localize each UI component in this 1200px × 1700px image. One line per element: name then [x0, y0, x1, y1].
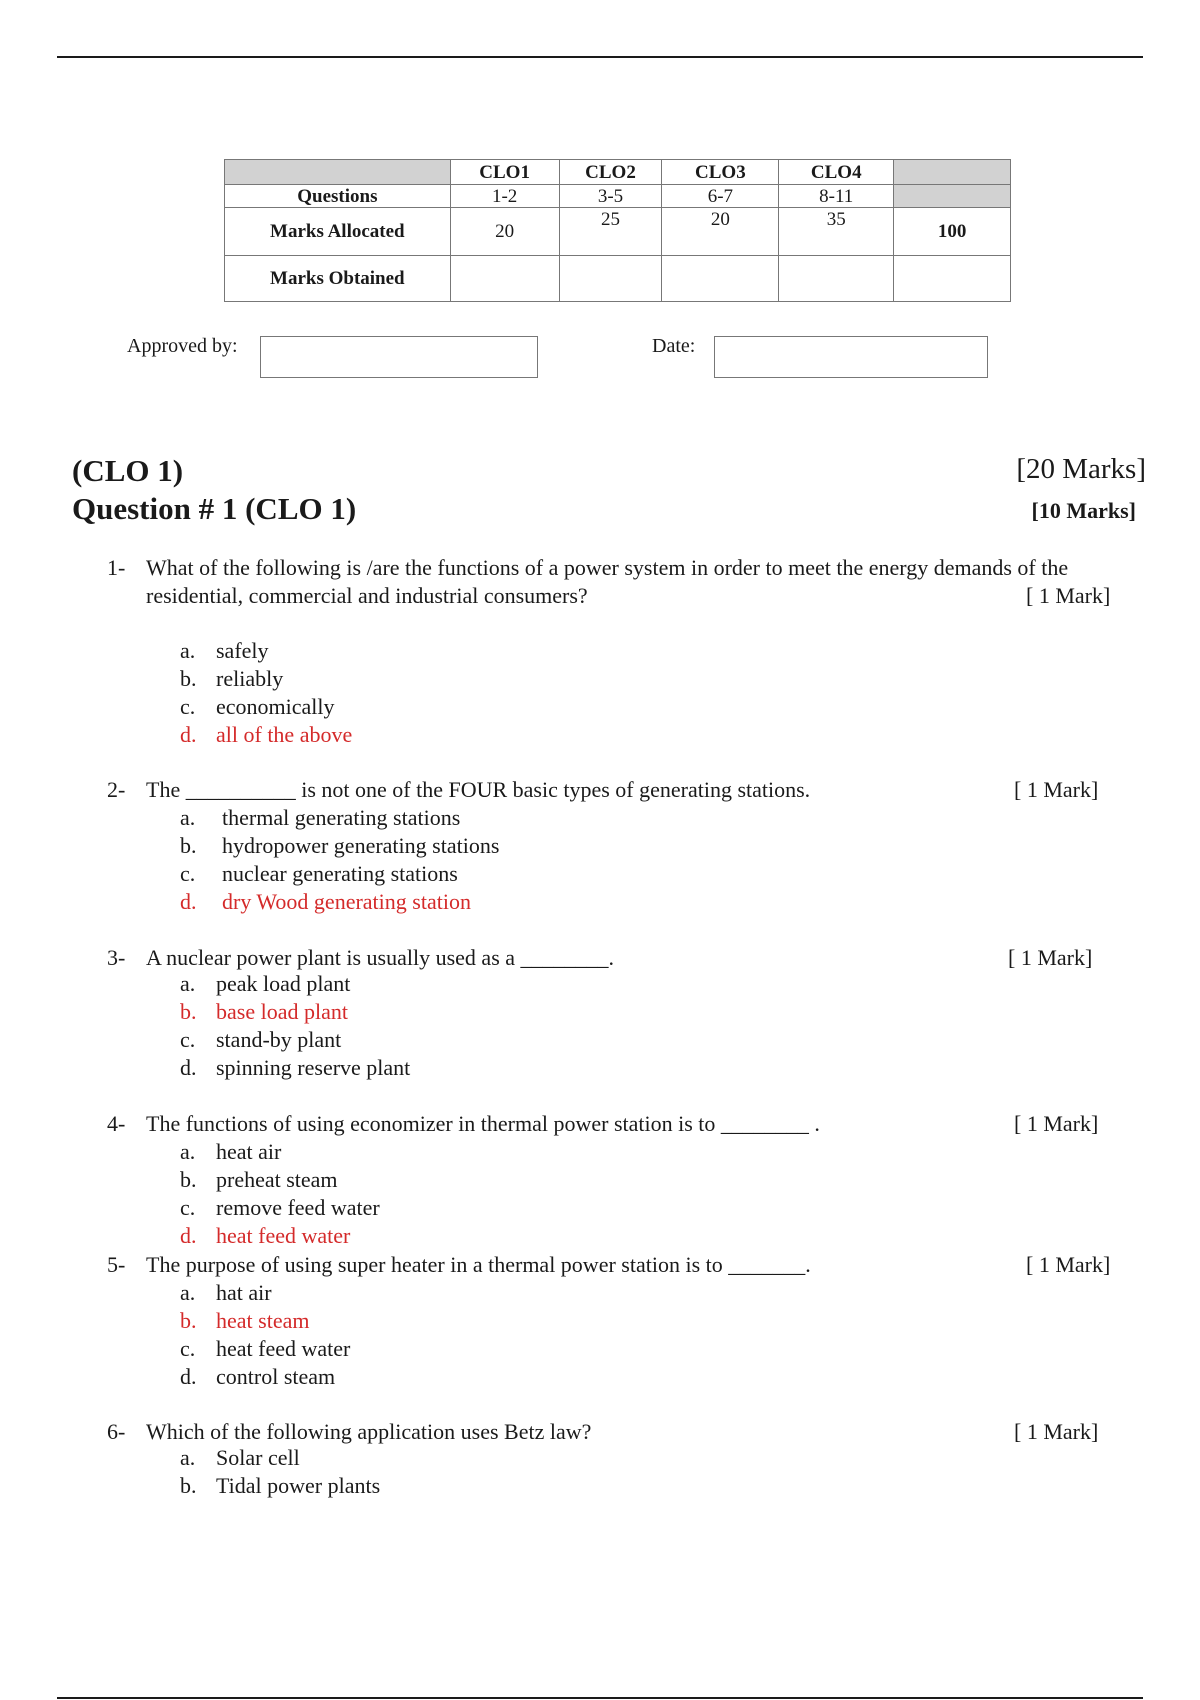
- option-3c[interactable]: c. stand-by plant: [180, 1027, 342, 1052]
- total-obtained[interactable]: [894, 256, 1011, 302]
- option-6b[interactable]: b. Tidal power plants: [180, 1473, 381, 1498]
- option-3b-answer[interactable]: b. base load plant: [180, 999, 348, 1024]
- option-5a[interactable]: a. hat air: [180, 1280, 272, 1305]
- question-2: [107, 776, 1167, 804]
- date-label: Date:: [652, 335, 696, 357]
- clo4-obtained[interactable]: [779, 256, 894, 302]
- clo2-obtained[interactable]: [559, 256, 662, 302]
- question-text-line2: residential, commercial and industrial consumers?: [146, 583, 588, 608]
- question-text: What of the following is /are the functions of a power system in order to meet the energy demands of the: [146, 555, 1069, 580]
- question-3: [107, 944, 1167, 972]
- question-mark: [ 1 Mark]: [1008, 945, 1093, 970]
- question-text: Which of the following application uses Betz law?: [146, 1419, 592, 1444]
- option-3a[interactable]: a. peak load plant: [180, 971, 351, 996]
- clo3-questions: 6-7: [662, 185, 779, 208]
- question-number: 5-: [107, 1252, 126, 1277]
- option-4c[interactable]: c. remove feed water: [180, 1195, 380, 1220]
- option-2c[interactable]: c. nuclear generating stations: [180, 861, 458, 886]
- option-2a[interactable]: a. thermal generating stations: [180, 805, 461, 830]
- option-4a[interactable]: a. heat air: [180, 1139, 282, 1164]
- question-mark: [ 1 Mark]: [1014, 1111, 1099, 1136]
- clo4-header: CLO4: [779, 160, 894, 185]
- question-1: [107, 554, 1167, 610]
- question-text: The functions of using economizer in thermal power station is to ________ .: [146, 1111, 820, 1136]
- total-marks: 100: [894, 208, 1011, 256]
- questions-total: [894, 185, 1011, 208]
- question-mark: [ 1 Mark]: [1014, 1419, 1099, 1444]
- option-4b[interactable]: b. preheat steam: [180, 1167, 338, 1192]
- question-number: 3-: [107, 945, 126, 970]
- clo3-marks: 20: [662, 208, 779, 256]
- option-4d-answer[interactable]: d. heat feed water: [180, 1223, 351, 1248]
- bottom-rule: [57, 1697, 1143, 1699]
- question-6: [107, 1418, 1167, 1446]
- option-1b[interactable]: b. reliably: [180, 666, 284, 691]
- option-1c[interactable]: c. economically: [180, 694, 335, 719]
- marks-obtained-label: Marks Obtained: [225, 256, 451, 302]
- question-number: 1-: [107, 555, 126, 580]
- question-mark: [ 1 Mark]: [1014, 777, 1099, 802]
- table-corner-cell: [225, 160, 451, 185]
- option-5b-answer[interactable]: b. heat steam: [180, 1308, 310, 1333]
- table-total-header: [894, 160, 1011, 185]
- marks-allocated-row: [225, 208, 1011, 256]
- option-2b[interactable]: b. hydropower generating stations: [180, 833, 500, 858]
- marks-table: [224, 159, 1011, 302]
- clo2-questions: 3-5: [559, 185, 662, 208]
- question-text: The purpose of using super heater in a thermal power station is to _______.: [146, 1252, 811, 1277]
- option-1d-answer[interactable]: d. all of the above: [180, 722, 353, 747]
- questions-label: Questions: [225, 185, 451, 208]
- question-number: 2-: [107, 777, 126, 802]
- clo1-marks: 20: [450, 208, 559, 256]
- marks-allocated-label: Marks Allocated: [225, 208, 451, 256]
- option-1a[interactable]: a. safely: [180, 638, 269, 663]
- option-6a[interactable]: a. Solar cell: [180, 1445, 300, 1470]
- question-number: 4-: [107, 1111, 126, 1136]
- section-marks: [20 Marks]: [1016, 453, 1146, 485]
- top-rule: [57, 56, 1143, 58]
- questions-row: [225, 185, 1011, 208]
- clo1-obtained[interactable]: [450, 256, 559, 302]
- clo4-marks: 35: [779, 208, 894, 256]
- question-mark: [ 1 Mark]: [1026, 583, 1111, 608]
- question-marks: [10 Marks]: [1031, 498, 1136, 523]
- approved-by-label: Approved by:: [127, 335, 238, 357]
- question-4: [107, 1110, 1167, 1138]
- approved-by-field[interactable]: [260, 336, 538, 378]
- question-number: 6-: [107, 1419, 126, 1444]
- clo1-questions: 1-2: [450, 185, 559, 208]
- question-title: Question # 1 (CLO 1): [72, 491, 357, 526]
- clo2-header: CLO2: [559, 160, 662, 185]
- table-header-row: [225, 160, 1011, 185]
- clo2-marks: 25: [559, 208, 662, 256]
- clo1-header: CLO1: [450, 160, 559, 185]
- date-field[interactable]: [714, 336, 988, 378]
- marks-obtained-row: [225, 256, 1011, 302]
- option-5d[interactable]: d. control steam: [180, 1364, 336, 1389]
- question-5: [107, 1251, 1167, 1279]
- question-text: The __________ is not one of the FOUR basic types of generating stations.: [146, 777, 811, 802]
- option-5c[interactable]: c. heat feed water: [180, 1336, 351, 1361]
- section-title: (CLO 1): [72, 453, 184, 488]
- clo3-obtained[interactable]: [662, 256, 779, 302]
- option-3d[interactable]: d. spinning reserve plant: [180, 1055, 411, 1080]
- option-2d-answer[interactable]: d. dry Wood generating station: [180, 889, 471, 914]
- question-text: A nuclear power plant is usually used as a ________.: [146, 945, 615, 970]
- clo3-header: CLO3: [662, 160, 779, 185]
- clo4-questions: 8-11: [779, 185, 894, 208]
- question-mark: [ 1 Mark]: [1026, 1252, 1111, 1277]
